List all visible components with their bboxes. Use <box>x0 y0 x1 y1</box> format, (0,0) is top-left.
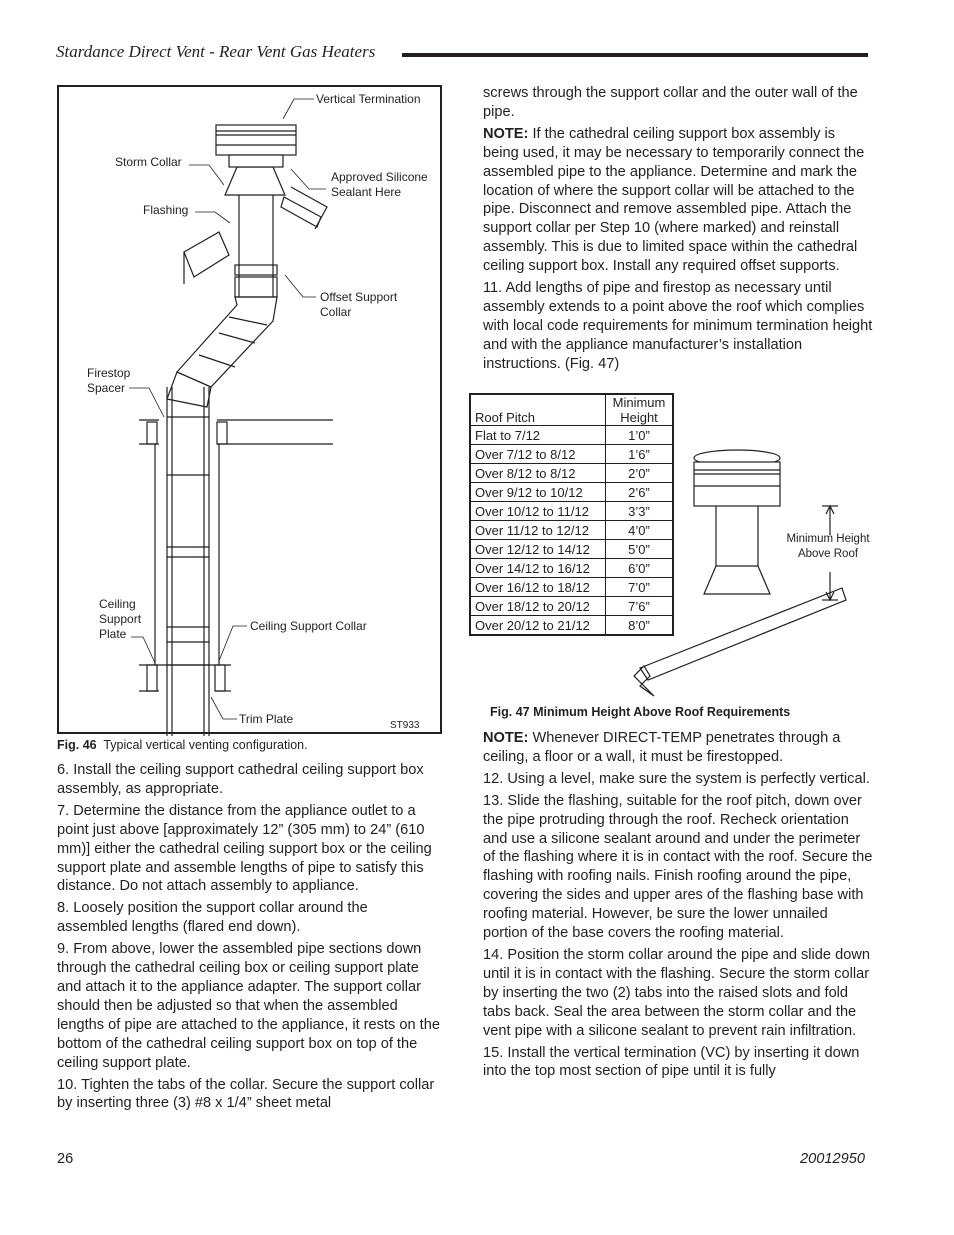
min-height-cell: 7’6” <box>606 597 674 616</box>
figure-46-caption-text: Typical vertical venting configuration. <box>103 738 308 752</box>
label-approved-sealant-line1: Approved Silicone <box>331 170 428 184</box>
min-height-cell: 8’0” <box>606 616 674 636</box>
roof-pitch-cell: Over 10/12 to 11/12 <box>470 502 606 521</box>
label-flashing: Flashing <box>143 203 189 217</box>
min-height-cell: 7’0” <box>606 578 674 597</box>
step-12: 12. Using a level, make sure the system is perfectly vertical. <box>483 770 870 787</box>
figure-46-number: Fig. 46 <box>57 738 97 752</box>
roof-pitch-cell: Over 16/12 to 18/12 <box>470 578 606 597</box>
note-cathedral <box>483 125 873 276</box>
header-minimum-height: Minimum Height <box>606 394 674 426</box>
header-rule <box>402 53 868 57</box>
document-number: 20012950 <box>800 1151 865 1167</box>
roof-pitch-cell: Over 18/12 to 20/12 <box>470 597 606 616</box>
roof-pitch-cell: Over 11/12 to 12/12 <box>470 521 606 540</box>
min-height-cell: 6’0” <box>606 559 674 578</box>
figure-code: ST933 <box>390 720 420 731</box>
label-trim-plate: Trim Plate <box>239 712 294 726</box>
label-storm-collar: Storm Collar <box>115 155 182 169</box>
label-ceiling-plate-line3: Plate <box>99 627 127 641</box>
label-approved-sealant-line2: Sealant Here <box>331 185 402 199</box>
roof-pitch-cell: Over 14/12 to 16/12 <box>470 559 606 578</box>
page-header-title: Stardance Direct Vent - Rear Vent Gas Heaters <box>56 42 376 61</box>
min-height-cell: 2’0” <box>606 464 674 483</box>
roof-pitch-cell: Over 20/12 to 21/12 <box>470 616 606 636</box>
label-minimum-height-line1: Minimum Height <box>786 533 870 545</box>
step-15: 15. Install the vertical termination (VC) by inserting it down into the top most section of pipe until it is fully <box>483 1044 860 1080</box>
figure-46-vertical-venting <box>57 85 442 734</box>
step-9: 9. From above, lower the assembled pipe sections down through the cathedral ceiling box or ceiling support plate and attach it to the appliance adapter. The support collar should then be adjusted so that when the assembled lengths of pipe are attached to the appliance, it rests on the bottom of the cathedral ceiling support box on top of the ceiling support plate. <box>57 941 440 1071</box>
step-11: 11. Add lengths of pipe and firestop as necessary until assembly extends to a point above the roof which complies with local code requirements for minimum termination height and with the appliance manufacturer’s installation instructions. (Fig. 47) <box>483 280 873 372</box>
roof-pitch-cell: Flat to 7/12 <box>470 426 606 445</box>
note-text: If the cathedral ceiling support box assembly is being used, it may be necessary to temporarily connect the assembled pipe to the appliance. Determine and mark the location of where the support collar will be attached to the pipe. Disconnect and remove assembled pipe. Attach the support collar per Step 10 (where marked) and reinstall assembly. This is due to limited space within the cathedral ceiling support box. Install any required offset supports. <box>483 125 865 275</box>
right-column-bottom-text <box>483 729 875 1084</box>
label-vertical-termination: Vertical Termination <box>316 92 421 106</box>
step-7: 7. Determine the distance from the appliance outlet to a point just above [approximately 12” (305 mm) to 24” (610 mm)] either the cathedral ceiling support box or the ceiling support plate and assemble lengths of pipe to satisfy this distance. Do not attach assembly to appliance. <box>57 802 432 895</box>
label-offset-support-line1: Offset Support <box>320 290 398 304</box>
roof-pitch-cell: Over 9/12 to 10/12 <box>470 483 606 502</box>
vertical-venting-diagram <box>59 87 444 736</box>
page-number: 26 <box>57 1151 74 1167</box>
label-ceiling-plate-line2: Support <box>99 612 142 626</box>
note-label: NOTE: <box>483 125 529 142</box>
label-firestop-line1: Firestop <box>87 366 131 380</box>
figure-47-min-height-diagram <box>632 440 877 705</box>
header-roof-pitch: Roof Pitch <box>470 394 606 426</box>
min-height-cell: 5’0” <box>606 540 674 559</box>
label-offset-support-line2: Collar <box>320 305 352 319</box>
note-text: Whenever DIRECT-TEMP penetrates through a ceiling, a floor or a wall, it must be firestopped. <box>483 730 841 765</box>
step-8: 8. Loosely position the support collar around the assembled lengths (flared end down). <box>57 900 368 936</box>
step-10: 10. Tighten the tabs of the collar. Secure the support collar by inserting three (3) #8 x 1/4” sheet metal <box>57 1076 435 1112</box>
left-column-text <box>57 761 442 1116</box>
roof-pitch-cell: Over 12/12 to 14/12 <box>470 540 606 559</box>
label-ceiling-support-collar: Ceiling Support Collar <box>250 619 367 633</box>
step-14: 14. Position the storm collar around the pipe and slide down until it is in contact with the flashing. Secure the storm collar by inserting the two (2) tabs into the raised slots and fold tabs back. Seal the area between the storm collar and the vent pipe with a silicone sealant to prevent rain infiltration. <box>483 946 870 1039</box>
min-height-cell: 3’3” <box>606 502 674 521</box>
note-firestop <box>483 729 875 767</box>
roof-termination-diagram <box>632 440 877 700</box>
note-label: NOTE: <box>483 730 529 746</box>
step-10-continued: screws through the support collar and the outer wall of the pipe. <box>483 85 858 120</box>
roof-pitch-cell: Over 8/12 to 8/12 <box>470 464 606 483</box>
step-6: 6. Install the ceiling support cathedral ceiling support box assembly, as appropriate. <box>57 762 424 797</box>
min-height-cell: 2’6” <box>606 483 674 502</box>
step-13: 13. Slide the flashing, suitable for the roof pitch, down over the pipe protruding through the roof. Recheck orientation and use a silicone sealant around and under the perimeter of the flashing where it is in contact with the roof. Secure the flashing with roofing nails. Finish roofing around the pipe, covering the sides and upper ares of the flashing base with roofing material. However, be sure the lower unnailed portion of the base covers the roofing material. <box>483 792 873 942</box>
figure-46-caption <box>57 738 308 752</box>
label-firestop-line2: Spacer <box>87 381 126 395</box>
right-column-top-text <box>483 84 873 377</box>
roof-pitch-cell: Over 7/12 to 8/12 <box>470 445 606 464</box>
label-minimum-height-line2: Above Roof <box>797 548 859 560</box>
table-header-row <box>470 394 673 426</box>
figure-47-caption: Fig. 47 Minimum Height Above Roof Requirements <box>490 705 791 719</box>
min-height-cell: 1’6” <box>606 445 674 464</box>
min-height-cell: 1’0” <box>606 426 674 445</box>
min-height-cell: 4’0” <box>606 521 674 540</box>
label-ceiling-plate-line1: Ceiling <box>99 597 136 611</box>
